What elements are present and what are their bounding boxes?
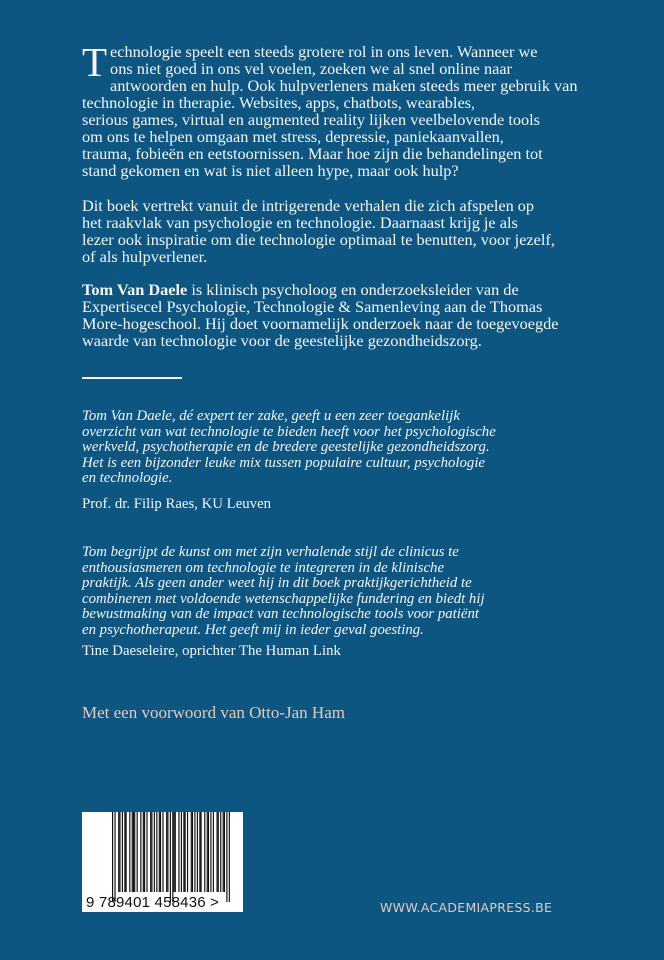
barcode-bar [122,812,123,892]
barcode-bar [194,812,195,892]
barcode-bar [207,812,208,892]
barcode-bar [124,812,125,892]
barcode-bar [146,812,147,892]
barcode-bar [140,812,141,892]
barcode-bar [192,812,193,892]
barcode-bar [175,812,176,892]
barcode-bar [150,812,151,892]
barcode-bar [118,812,119,892]
barcode-bar [151,812,152,892]
barcode-bar [119,812,120,892]
barcode-bar [114,812,115,902]
drop-cap: T [82,39,108,85]
barcode-bar [143,812,144,892]
barcode-bar [224,812,225,892]
barcode-bar [173,812,174,892]
barcode-bar [213,812,214,892]
barcode-bar [126,812,127,892]
barcode-bar [167,812,168,892]
author-bio [82,281,642,349]
barcode-bar [223,812,224,892]
barcode-bar [187,812,188,892]
barcode-bar [216,812,217,892]
barcode-bar [197,812,198,892]
barcode-bar [185,812,186,892]
endorsement-quote: Tom Van Daele, dé expert ter zake, geeft u een zeer toegankelijk overzicht van wat technologie te bieden heeft voor het psychologische werkveld, psychotherapie en de bredere geestelijke gezondheidszorg. Het is een bijzonder leuke mix tussen populaire cultuur, psychologie en technologie. [82,408,496,487]
foreword-note: Met een voorwoord van Otto-Jan Ham [82,703,345,722]
barcode-bar [229,812,230,902]
barcode-bar [156,812,157,892]
barcode-bar [170,812,171,902]
barcode-bar [160,812,161,892]
barcode-bar [226,812,227,902]
barcode-bar [129,812,130,892]
isbn-number: 9 789401 458436 > [86,894,220,911]
publisher-website[interactable]: WWW.ACADEMIAPRESS.BE [380,900,553,915]
barcode-bar [134,812,135,892]
isbn-digits [86,894,219,911]
barcode-bar [204,812,205,892]
barcode-bar [218,812,219,892]
barcode-bar [137,812,138,892]
intro-text: echnologie speelt een steeds grotere rol in ons leven. Wanneer we ons niet goed in ons vel voelen, zoeken we al snel online naar antwoorden en hulp. Ook hulpverleners maken steeds meer gebruik van technologie in therapie. Websites, apps, chatbots, wearables, serious games, virtual en augmented reality lijken veelbelovende tools om ons te helpen omgaan met stress, depressie, paniekaanvallen, trauma, fobieën en eetstoornissen. Maar hoe zijn die behandelingen tot stand gekomen en wat is niet alleen hype, maar ook hulp? [82,42,578,180]
barcode-bar [132,812,133,892]
barcode-bar [144,812,145,892]
author-name: Tom Van Daele [82,280,188,299]
barcode-bar [172,812,173,902]
barcode-bar [166,812,167,892]
book-description: Dit boek vertrekt vanuit de intrigerende verhalen die zich afspelen op het raakvlak van psychologie en technologie. Daarnaast krijg je als lezer ook inspiratie om die technologie optimaal te benutten, voor jezelf, of als hulpverlener. [82,196,555,266]
barcode-bar [199,812,200,892]
barcode-bar [178,812,179,892]
barcode-bar [210,812,211,892]
barcode-bar [154,812,155,892]
barcode-bar [191,812,192,892]
divider [82,377,182,379]
isbn-barcode [82,812,243,912]
endorsement-attribution: Prof. dr. Filip Raes, KU Leuven [82,496,272,512]
barcode-bar [208,812,209,892]
barcode-bar [159,812,160,892]
intro-paragraph [82,39,642,180]
barcode-bar [133,812,134,892]
barcode-bar [183,812,184,892]
barcode-bar [162,812,163,892]
barcode-bars [112,812,230,902]
barcode-bar [220,812,221,892]
endorsement-quote: Tom begrijpt de kunst om met zijn verhalende stijl de clinicus te enthousiasmeren om technologie te integreren in de klinische praktijk. Als geen ander weet hij in dit boek praktijkgerichtheid te combineren met voldoende wetenschappelijke fundering en biedt hij bewustmaking van de impact van technologische tools voor patiënt en psychotherapeut. Het geeft mij in ieder geval goesting. [82,544,485,638]
barcode-bar [181,812,182,892]
barcode-bar [112,812,113,902]
author-bio-text: is klinisch psycholoog en onderzoeksleider van de Expertisecel Psychologie, Technologie & Samenleving aan de Thomas More-hogeschool. Hij doet voornamelijk onderzoek naar de toegevoegde waarde van technologie voor de geestelijke gezondheidszorg. [82,280,559,350]
endorsement-attribution: Tine Daeseleire, oprichter The Human Link [82,643,341,659]
barcode-bar [201,812,202,892]
